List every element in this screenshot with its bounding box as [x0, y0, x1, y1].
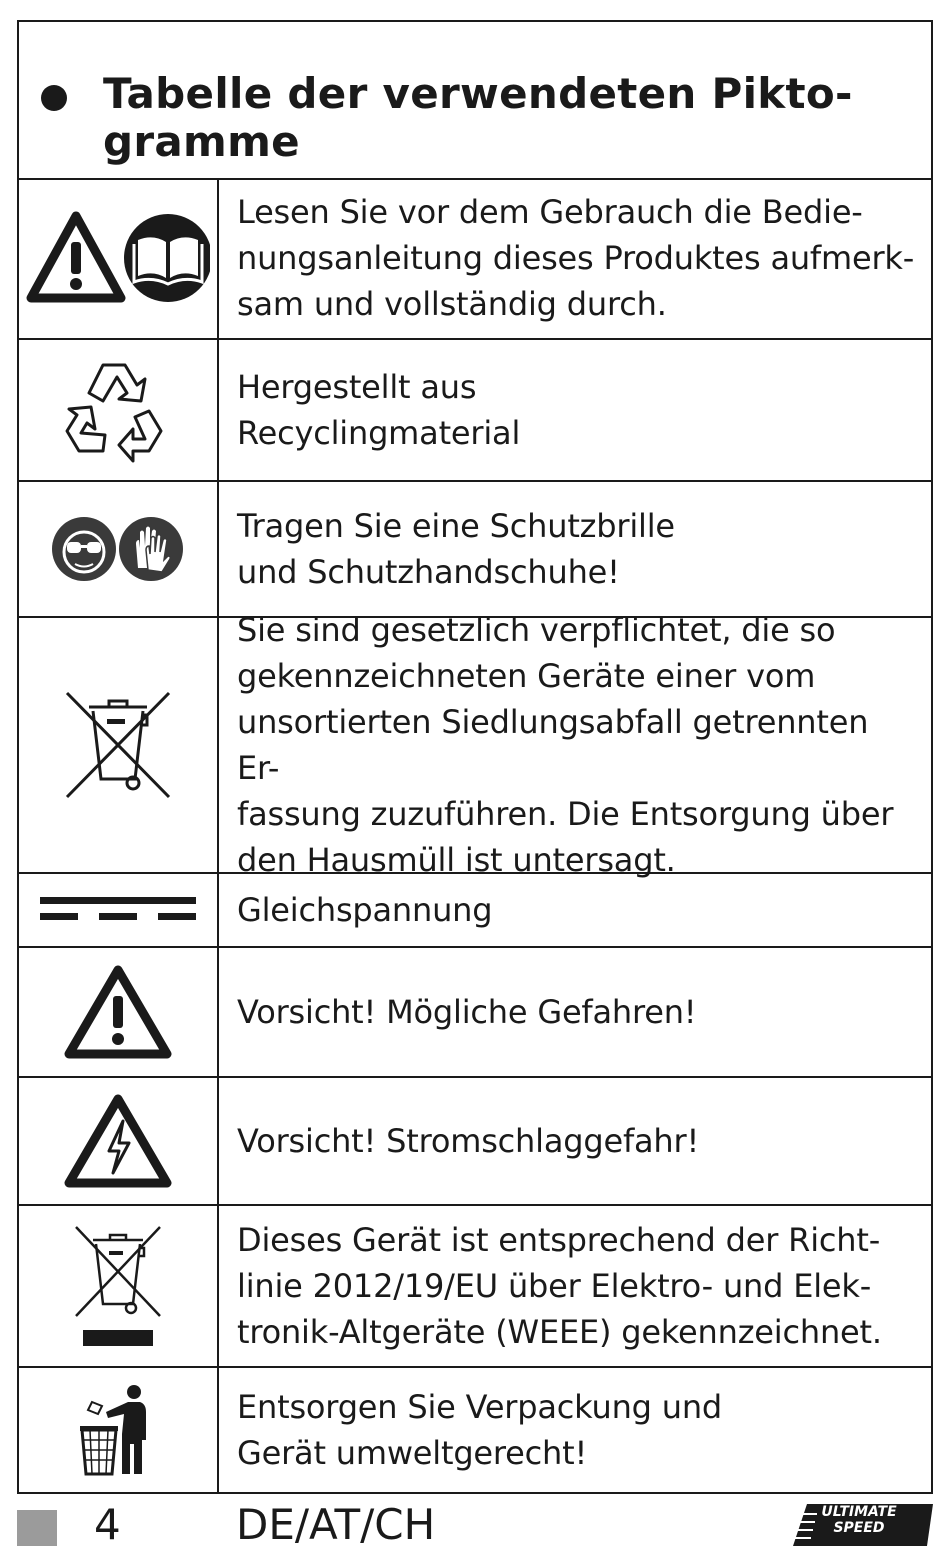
- page-number: 4: [94, 1500, 121, 1549]
- table-heading: [19, 22, 931, 180]
- row-text: Hergestellt aus Recyclingmaterial: [237, 368, 521, 452]
- warning-icon: [63, 964, 173, 1060]
- row-text: Lesen Sie vor dem Gebrauch die Bedie- nungsanleitung dieses Produktes aufmerk- sam und vollständig durch.: [237, 193, 915, 323]
- table-row: [19, 611, 931, 879]
- bullet-icon: [41, 85, 67, 111]
- recycling-icon: [63, 355, 173, 465]
- warning-read-manual-icon: [26, 210, 210, 306]
- page-title: Tabelle der verwendeten Pikto- gramme: [103, 69, 853, 166]
- gray-square-marker: [17, 1510, 57, 1546]
- table-row: [19, 482, 931, 618]
- goggles-gloves-icon: [50, 514, 186, 584]
- dc-voltage-icon: [38, 895, 198, 925]
- table-row: [19, 1206, 931, 1368]
- table-row: [19, 340, 931, 482]
- weee-bin-bar-icon: [73, 1224, 163, 1348]
- region-label: DE/AT/CH: [236, 1500, 436, 1549]
- brand-line2: SPEED: [833, 1520, 885, 1536]
- crossed-bin-icon: [63, 689, 173, 801]
- page-footer: [0, 1496, 950, 1554]
- table-row: [19, 1078, 931, 1206]
- row-text: Entsorgen Sie Verpackung und Gerät umweltgerecht!: [237, 1388, 723, 1472]
- electric-shock-icon: [63, 1093, 173, 1189]
- table-row: [19, 178, 931, 340]
- row-text: Vorsicht! Mögliche Gefahren!: [237, 993, 697, 1031]
- dispose-packaging-icon: [78, 1384, 158, 1476]
- brand-line1: ULTIMATE: [821, 1504, 897, 1520]
- table-row: [19, 948, 931, 1078]
- pictogram-table: [17, 20, 933, 1494]
- row-text: Vorsicht! Stromschlaggefahr!: [237, 1122, 700, 1160]
- row-text: Tragen Sie eine Schutzbrille und Schutzhandschuhe!: [237, 507, 675, 591]
- row-text: Sie sind gesetzlich verpflichtet, die so gekennzeichneten Geräte einer vom unsortierten Siedlungsabfall getrennten Er- fassung zuzuführen. Die Entsorgung über den Hausmüll ist untersagt.: [237, 611, 894, 879]
- row-text: Gleichspannung: [237, 891, 493, 929]
- table-row: [19, 874, 931, 948]
- table-row: [19, 1368, 931, 1492]
- row-text: Dieses Gerät ist entsprechend der Richt- linie 2012/19/EU über Elektro- und Elek- tronik-Altgeräte (WEEE) gekennzeichnet.: [237, 1221, 882, 1351]
- brand-logo: [793, 1502, 933, 1548]
